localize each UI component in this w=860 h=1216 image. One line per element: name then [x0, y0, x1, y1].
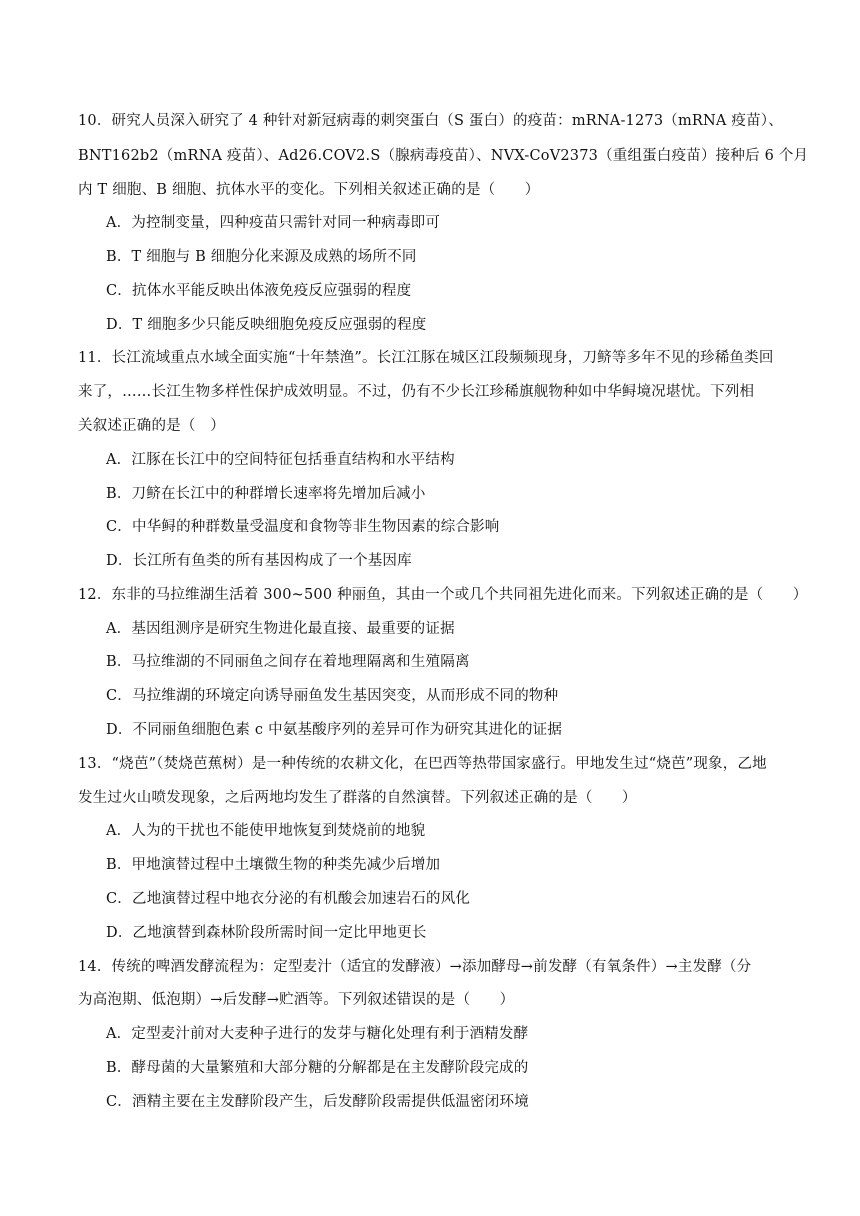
q10-option-c: C．抗体水平能反映出体液免疫反应强弱的程度 [106, 283, 412, 299]
q12-stem-line-1: 12．东非的马拉维湖生活着 300~500 种丽鱼，其由一个或几个共同祖先进化而来。下列叙述正确的是（ ） [78, 587, 808, 603]
q13-option-c: C．乙地演替过程中地衣分泌的有机酸会加速岩石的风化 [106, 891, 471, 907]
q14-stem-line-1: 14．传统的啤酒发酵流程为：定型麦汁（适宜的发酵液）→添加酵母→前发酵（有氧条件）→主发酵（分 [78, 959, 752, 975]
q13-stem-line-2: 发生过火山喷发现象，之后两地均发生了群落的自然演替。下列叙述正确的是（ ） [78, 790, 637, 806]
q11-stem-line-3: 关叙述正确的是（ ） [78, 418, 225, 434]
q11-option-a: A．江豚在长江中的空间特征包括垂直结构和水平结构 [106, 452, 455, 468]
q13-option-d: D．乙地演替到森林阶段所需时间一定比甲地更长 [106, 925, 427, 941]
q14-option-b: B．酵母菌的大量繁殖和大部分糖的分解都是在主发酵阶段完成的 [106, 1060, 529, 1076]
q10-stem-line-2: BNT162b2（mRNA 疫苗）、Ad26.COV2.S（腺病毒疫苗）、NVX-CoV2373（重组蛋白疫苗）接种后 6 个月 [78, 148, 809, 164]
q14-option-c: C．酒精主要在主发酵阶段产生，后发酵阶段需提供低温密闭环境 [106, 1094, 529, 1110]
q10-option-d: D．T 细胞多少只能反映细胞免疫反应强弱的程度 [106, 317, 427, 333]
q11-option-b: B．刀鲚在长江中的种群增长速率将先增加后减小 [106, 486, 426, 502]
q12-option-d: D．不同丽鱼细胞色素 c 中氨基酸序列的差异可作为研究其进化的证据 [106, 722, 563, 738]
q10-option-b: B．T 细胞与 B 细胞分化来源及成熟的场所不同 [106, 249, 417, 265]
q11-stem-line-1: 11．长江流域重点水域全面实施“十年禁渔”。长江江豚在城区江段频频现身，刀鲚等多年不见的珍稀鱼类回 [78, 350, 774, 366]
q13-stem-line-1: 13．“烧芭”（焚烧芭蕉树）是一种传统的农耕文化，在巴西等热带国家盛行。甲地发生过“烧芭”现象，乙地 [78, 756, 767, 772]
q13-option-b: B．甲地演替过程中土壤微生物的种类先减少后增加 [106, 857, 441, 873]
q10-stem-line-1: 10．研究人员深入研究了 4 种针对新冠病毒的刺突蛋白（S 蛋白）的疫苗：mRNA-1273（mRNA 疫苗）、 [78, 113, 783, 129]
q11-option-d: D．长江所有鱼类的所有基因构成了一个基因库 [106, 553, 412, 569]
q12-option-a: A．基因组测序是研究生物进化最直接、最重要的证据 [106, 621, 455, 637]
q10-option-a: A．为控制变量，四种疫苗只需针对同一种病毒即可 [106, 215, 441, 231]
q10-stem-line-3: 内 T 细胞、B 细胞、抗体水平的变化。下列相关叙述正确的是（ ） [78, 182, 540, 198]
q13-option-a: A．人为的干扰也不能使甲地恢复到焚烧前的地貌 [106, 823, 426, 839]
q11-stem-line-2: 来了，……长江生物多样性保护成效明显。不过，仍有不少长江珍稀旗舰物种如中华鲟境况堪忧。下列相 [78, 384, 755, 400]
q14-stem-line-2: 为高泡期、低泡期）→后发酵→贮酒等。下列叙述错误的是（ ） [78, 992, 515, 1008]
q12-option-c: C．马拉维湖的环境定向诱导丽鱼发生基因突变，从而形成不同的物种 [106, 688, 559, 704]
q12-option-b: B．马拉维湖的不同丽鱼之间存在着地理隔离和生殖隔离 [106, 654, 470, 670]
q11-option-c: C．中华鲟的种群数量受温度和食物等非生物因素的综合影响 [106, 519, 500, 535]
q14-option-a: A．定型麦汁前对大麦种子进行的发芽与糖化处理有利于酒精发酵 [106, 1026, 529, 1042]
